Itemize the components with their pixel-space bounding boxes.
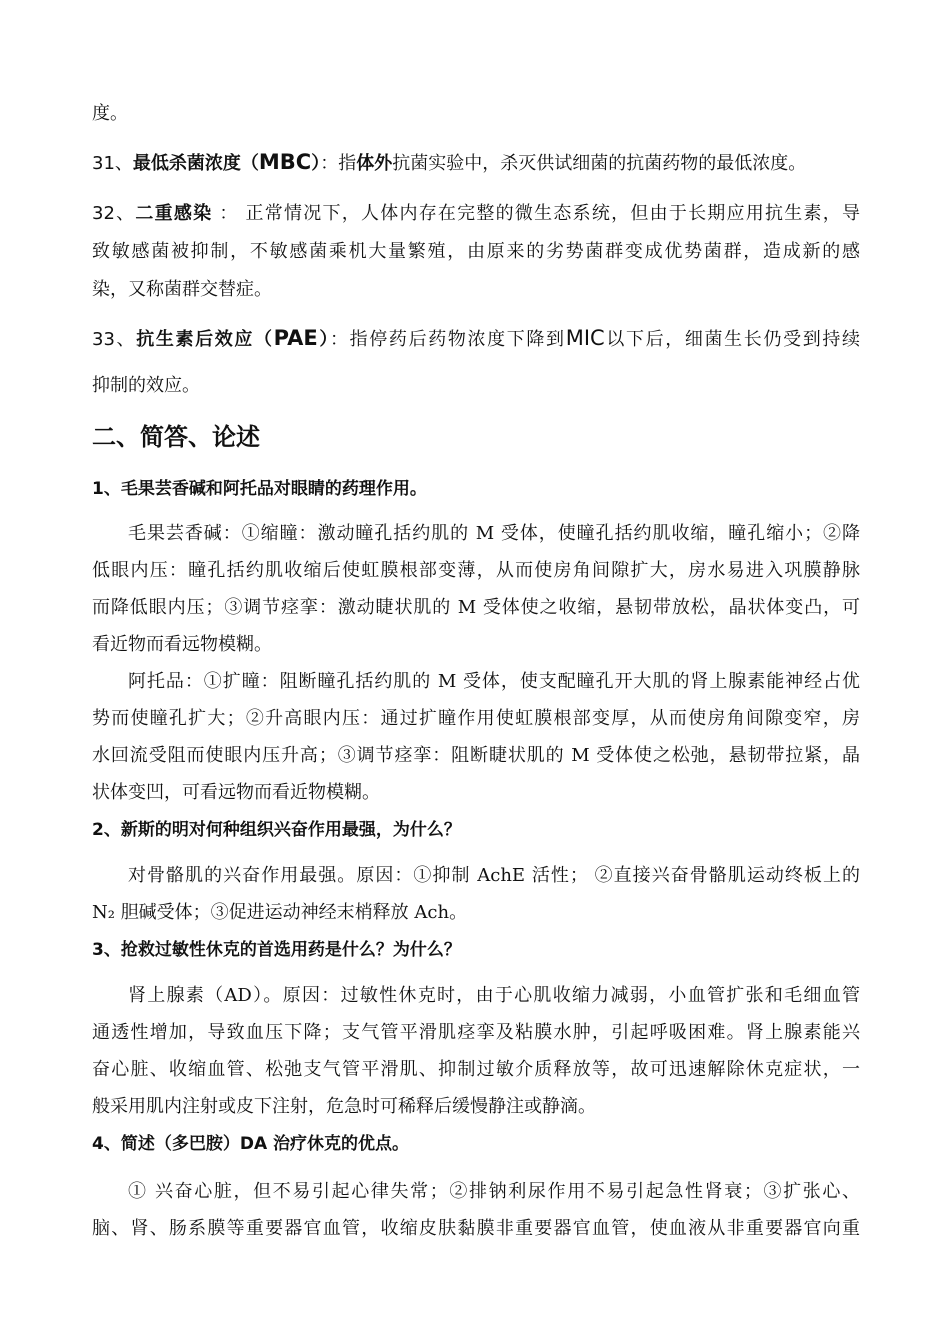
question-1-title: 1、毛果芸香碱和阿托品对眼睛的药理作用。	[92, 479, 427, 499]
question-4-title: 4、简述（多巴胺）DA 治疗休克的优点。	[92, 1134, 410, 1154]
answer-2-line: N₂ 胆碱受体；③促进运动神经末梢释放 Ach。	[92, 902, 468, 923]
answer-1b-line: 水回流受阻而使眼内压升高；③调节痉挛：阻断睫状肌的 M 受体使之松弛，悬韧带拉紧，晶	[92, 745, 860, 766]
definition-term: 二重感染	[135, 203, 213, 224]
answer-4-line: 脑、肾、肠系膜等重要器官血管，收缩皮肤黏膜非重要器官血管，使血液从非重要器官向重	[92, 1218, 860, 1239]
answer-3-line: 般采用肌内注射或皮下注射，危急时可稀释后缓慢静注或静滴。	[92, 1096, 596, 1117]
paragraph-tail: 度。	[92, 103, 128, 124]
definition-32-line1	[92, 202, 860, 226]
definition-text: ： 正常情况下，人体内存在完整的微生态系统，但由于长期应用抗生素，导	[212, 203, 860, 224]
answer-2-line: 对骨骼肌的兴奋作用最强。原因：①抑制 AchE 活性； ②直接兴奋骨骼肌运动终板上的	[128, 865, 860, 886]
question-3-title: 3、抢救过敏性休克的首选用药是什么？为什么？	[92, 940, 461, 960]
definition-text: 抗菌实验中，杀灭供试细菌的抗菌药物的最低浓度。	[392, 153, 807, 174]
question-2-title: 2、新斯的明对何种组织兴奋作用最强，为什么？	[92, 820, 461, 840]
section-title: 二、简答、论述	[92, 423, 260, 451]
definition-32-line2: 致敏感菌被抑制，不敏感菌乘机大量繁殖，由原来的劣势菌群变成优势菌群，造成新的感	[92, 241, 860, 262]
definition-33-line2: 抑制的效应。	[92, 375, 200, 396]
definition-31	[92, 150, 860, 176]
definition-term-close: ）	[311, 153, 321, 174]
definition-32-line3: 染，又称菌群交替症。	[92, 279, 272, 300]
answer-1-line: 毛果芸香碱：①缩瞳：激动瞳孔括约肌的 M 受体，使瞳孔括约肌收缩，瞳孔缩小；②降	[128, 523, 860, 544]
definition-colon: ：指	[320, 153, 357, 174]
answer-3-line: 奋心脏、收缩血管、松弛支气管平滑肌、抑制过敏介质释放等，故可迅速解除休克症状，一	[92, 1059, 860, 1080]
definition-number: 31、	[92, 153, 133, 174]
answer-1-line: 而降低眼内压；③调节痉挛：激动睫状肌的 M 受体使之收缩，悬韧带放松，晶状体变凸，可	[92, 597, 860, 618]
definition-term-close: ）	[317, 329, 331, 350]
definition-abbr: MBC	[258, 150, 312, 174]
answer-1b-line: 阿托品：①扩瞳：阻断瞳孔括约肌的 M 受体，使支配瞳孔开大肌的肾上腺素能神经占优	[128, 671, 860, 692]
definition-term: 最低杀菌浓度（	[132, 153, 259, 174]
answer-3-line: 肾上腺素（AD）。原因：过敏性休克时，由于心肌收缩力减弱，小血管扩张和毛细血管	[128, 985, 860, 1006]
definition-number: 32、	[92, 203, 136, 224]
answer-1b-line: 势而使瞳孔扩大；②升高眼内压：通过扩瞳作用使虹膜根部变厚，从而使房角间隙变窄，房	[92, 708, 860, 729]
answer-1-line: 看近物而看远物模糊。	[92, 634, 272, 655]
definition-term: 抗生素后效应（	[136, 329, 274, 350]
definition-mic: MIC	[565, 326, 605, 350]
definition-number: 33、	[92, 329, 137, 350]
definition-text: ：指停药后药物浓度下降到	[330, 329, 566, 350]
definition-text: 以下后，细菌生长仍受到持续	[604, 329, 861, 350]
definition-abbr: PAE	[273, 326, 318, 350]
answer-3-line: 通透性增加，导致血压下降；支气管平滑肌痉挛及粘膜水肿，引起呼吸困难。肾上腺素能兴	[92, 1022, 860, 1043]
definition-33-line1	[92, 326, 860, 352]
answer-1-line: 低眼内压：瞳孔括约肌收缩后使虹膜根部变薄，从而使房角间隙扩大，房水易进入巩膜静脉	[92, 560, 860, 581]
answer-4-line: ① 兴奋心脏，但不易引起心律失常；②排钠利尿作用不易引起急性肾衰；③扩张心、	[128, 1181, 860, 1202]
answer-1b-line: 状体变凹，可看远物而看近物模糊。	[92, 782, 380, 803]
definition-emphasis: 体外	[356, 153, 393, 174]
